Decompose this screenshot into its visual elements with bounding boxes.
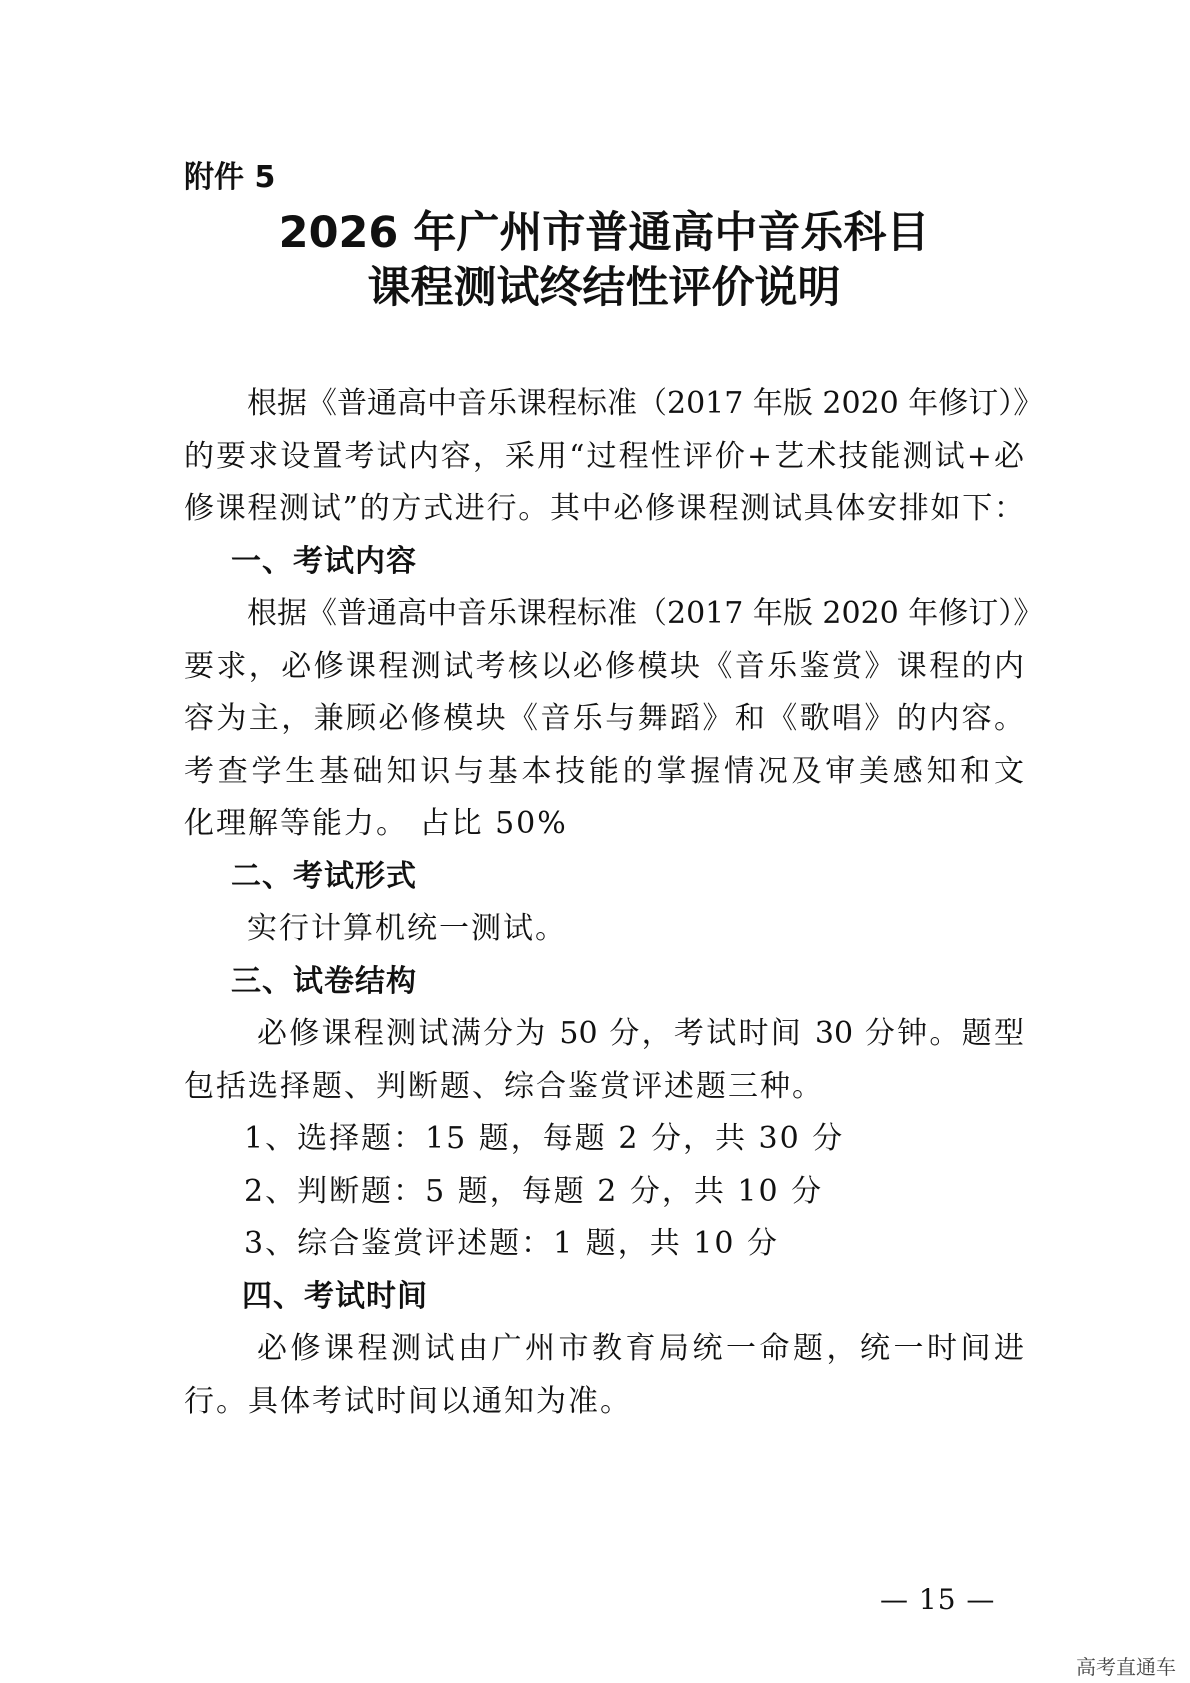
document-body bbox=[184, 378, 1044, 1428]
section1-line-5: 化理解等能力。 占比 50% bbox=[184, 806, 568, 841]
attachment-label: 附件 5 bbox=[184, 160, 276, 195]
section1-line-1: 根据《普通高中音乐课程标准（2017 年版 2020 年修订）》 bbox=[247, 596, 1044, 631]
section-heading-format: 二、考试形式 bbox=[231, 858, 417, 894]
section-heading-time: 四、考试时间 bbox=[242, 1278, 428, 1314]
document-title-line-2: 课程测试终结性评价说明 bbox=[367, 263, 841, 313]
page-number: — 15 — bbox=[880, 1583, 996, 1616]
section2-line-1: 实行计算机统一测试。 bbox=[247, 911, 567, 946]
section1-line-2: 要求，必修课程测试考核以必修模块《音乐鉴赏》课程的内 bbox=[184, 648, 1024, 684]
section1-line-4: 考查学生基础知识与基本技能的掌握情况及审美感知和文 bbox=[184, 753, 1024, 789]
section4-line-1: 必修课程测试由广州市教育局统一命题，统一时间进 bbox=[257, 1331, 1024, 1366]
intro-line-1: 根据《普通高中音乐课程标准（2017 年版 2020 年修订）》 bbox=[247, 386, 1044, 421]
intro-line-3: 修课程测试”的方式进行。其中必修课程测试具体安排如下： bbox=[184, 491, 1024, 526]
list-item: 2、判断题：5 题，每题 2 分，共 10 分 bbox=[244, 1173, 824, 1209]
intro-line-2: 的要求设置考试内容，采用“过程性评价+艺术技能测试+必 bbox=[184, 438, 1024, 474]
list-item: 1、选择题：15 题，每题 2 分，共 30 分 bbox=[244, 1121, 845, 1156]
section4-line-2: 行。具体考试时间以通知为准。 bbox=[184, 1383, 632, 1419]
section-heading-structure: 三、试卷结构 bbox=[231, 963, 417, 999]
section1-line-3: 容为主，兼顾必修模块《音乐与舞蹈》和《歌唱》的内容。 bbox=[184, 701, 1024, 736]
section-heading-content: 一、考试内容 bbox=[231, 543, 417, 579]
section3-line-2: 包括选择题、判断题、综合鉴赏评述题三种。 bbox=[184, 1068, 824, 1104]
watermark-text: 高考直通车 bbox=[1076, 1655, 1176, 1679]
list-item: 3、综合鉴赏评述题：1 题，共 10 分 bbox=[244, 1226, 779, 1261]
section3-line-1: 必修课程测试满分为 50 分，考试时间 30 分钟。题型 bbox=[257, 1016, 1024, 1051]
document-title-line-1: 2026 年广州市普通高中音乐科目 bbox=[278, 208, 930, 258]
